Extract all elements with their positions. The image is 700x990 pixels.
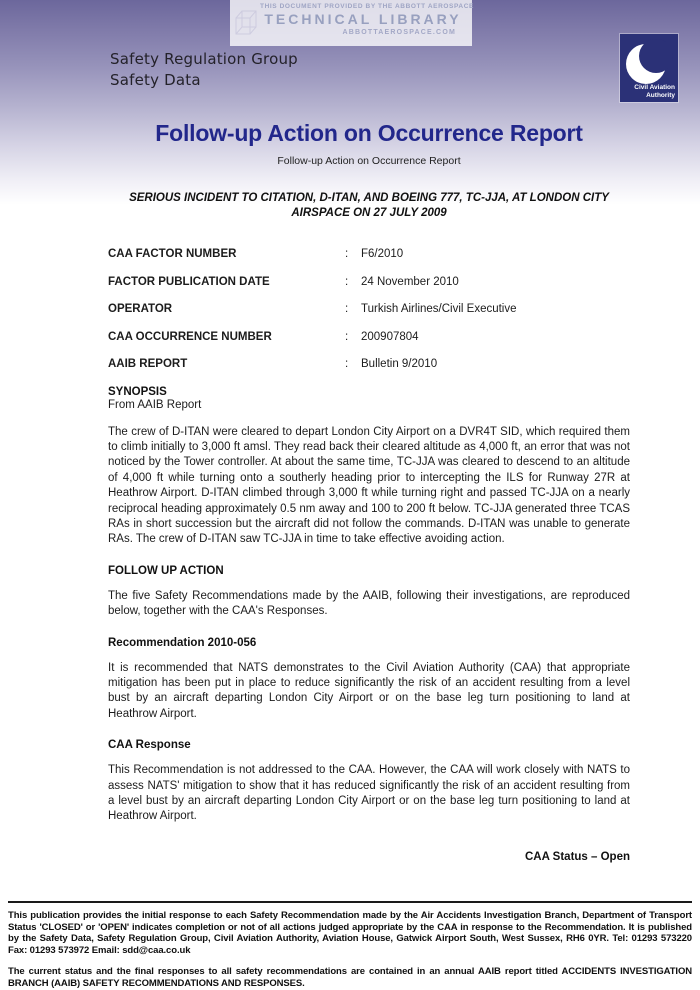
detail-label: OPERATOR [108, 303, 173, 315]
detail-label: AAIB REPORT [108, 358, 188, 370]
caa-logo-text [634, 84, 675, 99]
detail-colon: : [345, 248, 349, 260]
footer-status-note: The current status and the final responses to all safety recommendations are contained in an annual AAIB report titled ACCIDENTS INVESTIGATION BRANCH (AAIB) SAFETY RECOMMENDATIONS AND RESPONSES. [8, 966, 692, 989]
watermark-url: ABBOTTAEROSPACE.COM [342, 29, 456, 36]
recommendation-heading: Recommendation 2010-056 [108, 636, 257, 649]
detail-value: 200907804 [361, 330, 419, 343]
watermark-title: TECHNICAL LIBRARY [264, 11, 462, 27]
page-subtitle: Follow-up Action on Occurrence Report [277, 155, 461, 167]
safety-group-header [110, 49, 298, 91]
detail-row-caa-factor-number [108, 248, 630, 260]
detail-colon: : [345, 330, 349, 343]
details-table [108, 248, 630, 370]
caa-response-heading: CAA Response [108, 739, 191, 752]
detail-row-aaib-report [108, 358, 630, 370]
cube-icon [233, 6, 260, 40]
caa-logo-line2: Authority [646, 91, 675, 99]
follow-up-intro-paragraph: The five Safety Recommendations made by the AAIB, following their investigations, are reproduced below, together with the CAA's Responses. [108, 589, 630, 618]
detail-value: Turkish Airlines/Civil Executive [361, 303, 517, 315]
detail-row-factor-publication-date [108, 276, 630, 288]
synopsis-source: From AAIB Report [108, 398, 202, 411]
safety-group-line2: Safety Data [110, 71, 201, 89]
detail-value: 24 November 2010 [361, 275, 459, 288]
detail-colon: : [345, 358, 349, 370]
detail-row-caa-occurrence-number [108, 331, 630, 343]
detail-label: CAA FACTOR NUMBER [108, 248, 237, 260]
caa-response-paragraph: This Recommendation is not addressed to the CAA. However, the CAA will work closely with NATS to assess NATS' mitigation to show that it has reduced significantly the risk of an accident resulting from a level bust by an aircraft departing London City Airport or on the base leg turn positioning to land at Heathrow Airport. [108, 764, 630, 823]
caa-logo-line1: Civil Aviation [634, 84, 675, 91]
synopsis-heading: SYNOPSIS [108, 385, 167, 398]
footer-publication-note: This publication provides the initial response to each Safety Recommendation made by the Air Accidents Investigation Branch, Department of Transport Status 'CLOSED' or 'OPEN' indicates completion or not of all actions judged appropriate by the CAA in response to the Recommendation. It is published by the Safety Data, Safety Regulation Group, Civil Aviation Authority, Aviation House, Gatwick Airport South, West Sussex, RH6 0YR. Tel: 01293 573220 Fax: 01293 573972 Email: sdd@caa.co.uk [8, 910, 692, 956]
caa-logo [620, 34, 678, 102]
synopsis-paragraph: The crew of D-ITAN were cleared to depart London City Airport on a DVR4T SID, which required them to climb initially to 3,000 ft amsl. They read back their cleared altitude as 4,000 ft, an error that was not noticed by the Tower controller. At about the same time, TC-JJA was cleared to descend to an altitude of 4,000 ft while turning onto a southerly heading prior to intercepting the ILS for Runway 27R at Heathrow Airport. D-ITAN climbed through 3,000 ft while turning right and passed TC-JJA on a nearly reciprocal heading approximately 0.5 nm away and 100 to 200 ft below. TC-JJA generated three TCAS RAs in short succession but the aircraft did not follow the commands. D-ITAN was unable to generate RAs. The crew of D-ITAN saw TC-JJA in time to take effective avoiding action. [108, 425, 630, 546]
watermark-box [230, 0, 472, 46]
detail-label: FACTOR PUBLICATION DATE [108, 275, 270, 288]
follow-up-heading: FOLLOW UP ACTION [108, 564, 224, 577]
caa-status: CAA Status – Open [524, 850, 630, 863]
footer [8, 901, 692, 989]
detail-row-operator [108, 303, 630, 315]
detail-value: F6/2010 [361, 248, 404, 260]
safety-group-line1: Safety Regulation Group [110, 50, 298, 68]
watermark-provider-line: THIS DOCUMENT PROVIDED BY THE ABBOTT AEROSPACE [260, 3, 474, 10]
detail-label: CAA OCCURRENCE NUMBER [108, 330, 272, 343]
document-body [108, 120, 630, 863]
detail-value: Bulletin 9/2010 [361, 358, 438, 370]
recommendation-paragraph: It is recommended that NATS demonstrates to the Civil Aviation Authority (CAA) that appropriate mitigation has been put in place to reduce significantly the risk of an accident resulting from a level bust by an aircraft departing London City Airport or on the base leg turn positioning to land at Heathrow Airport. [108, 661, 630, 720]
detail-colon: : [345, 303, 349, 315]
incident-heading: SERIOUS INCIDENT TO CITATION, D-ITAN, AND BOEING 777, TC-JJA, AT LONDON CITY AIRSPACE ON 27 JULY 2009 [129, 192, 609, 219]
detail-colon: : [345, 275, 349, 288]
page-title: Follow-up Action on Occurrence Report [155, 120, 583, 146]
